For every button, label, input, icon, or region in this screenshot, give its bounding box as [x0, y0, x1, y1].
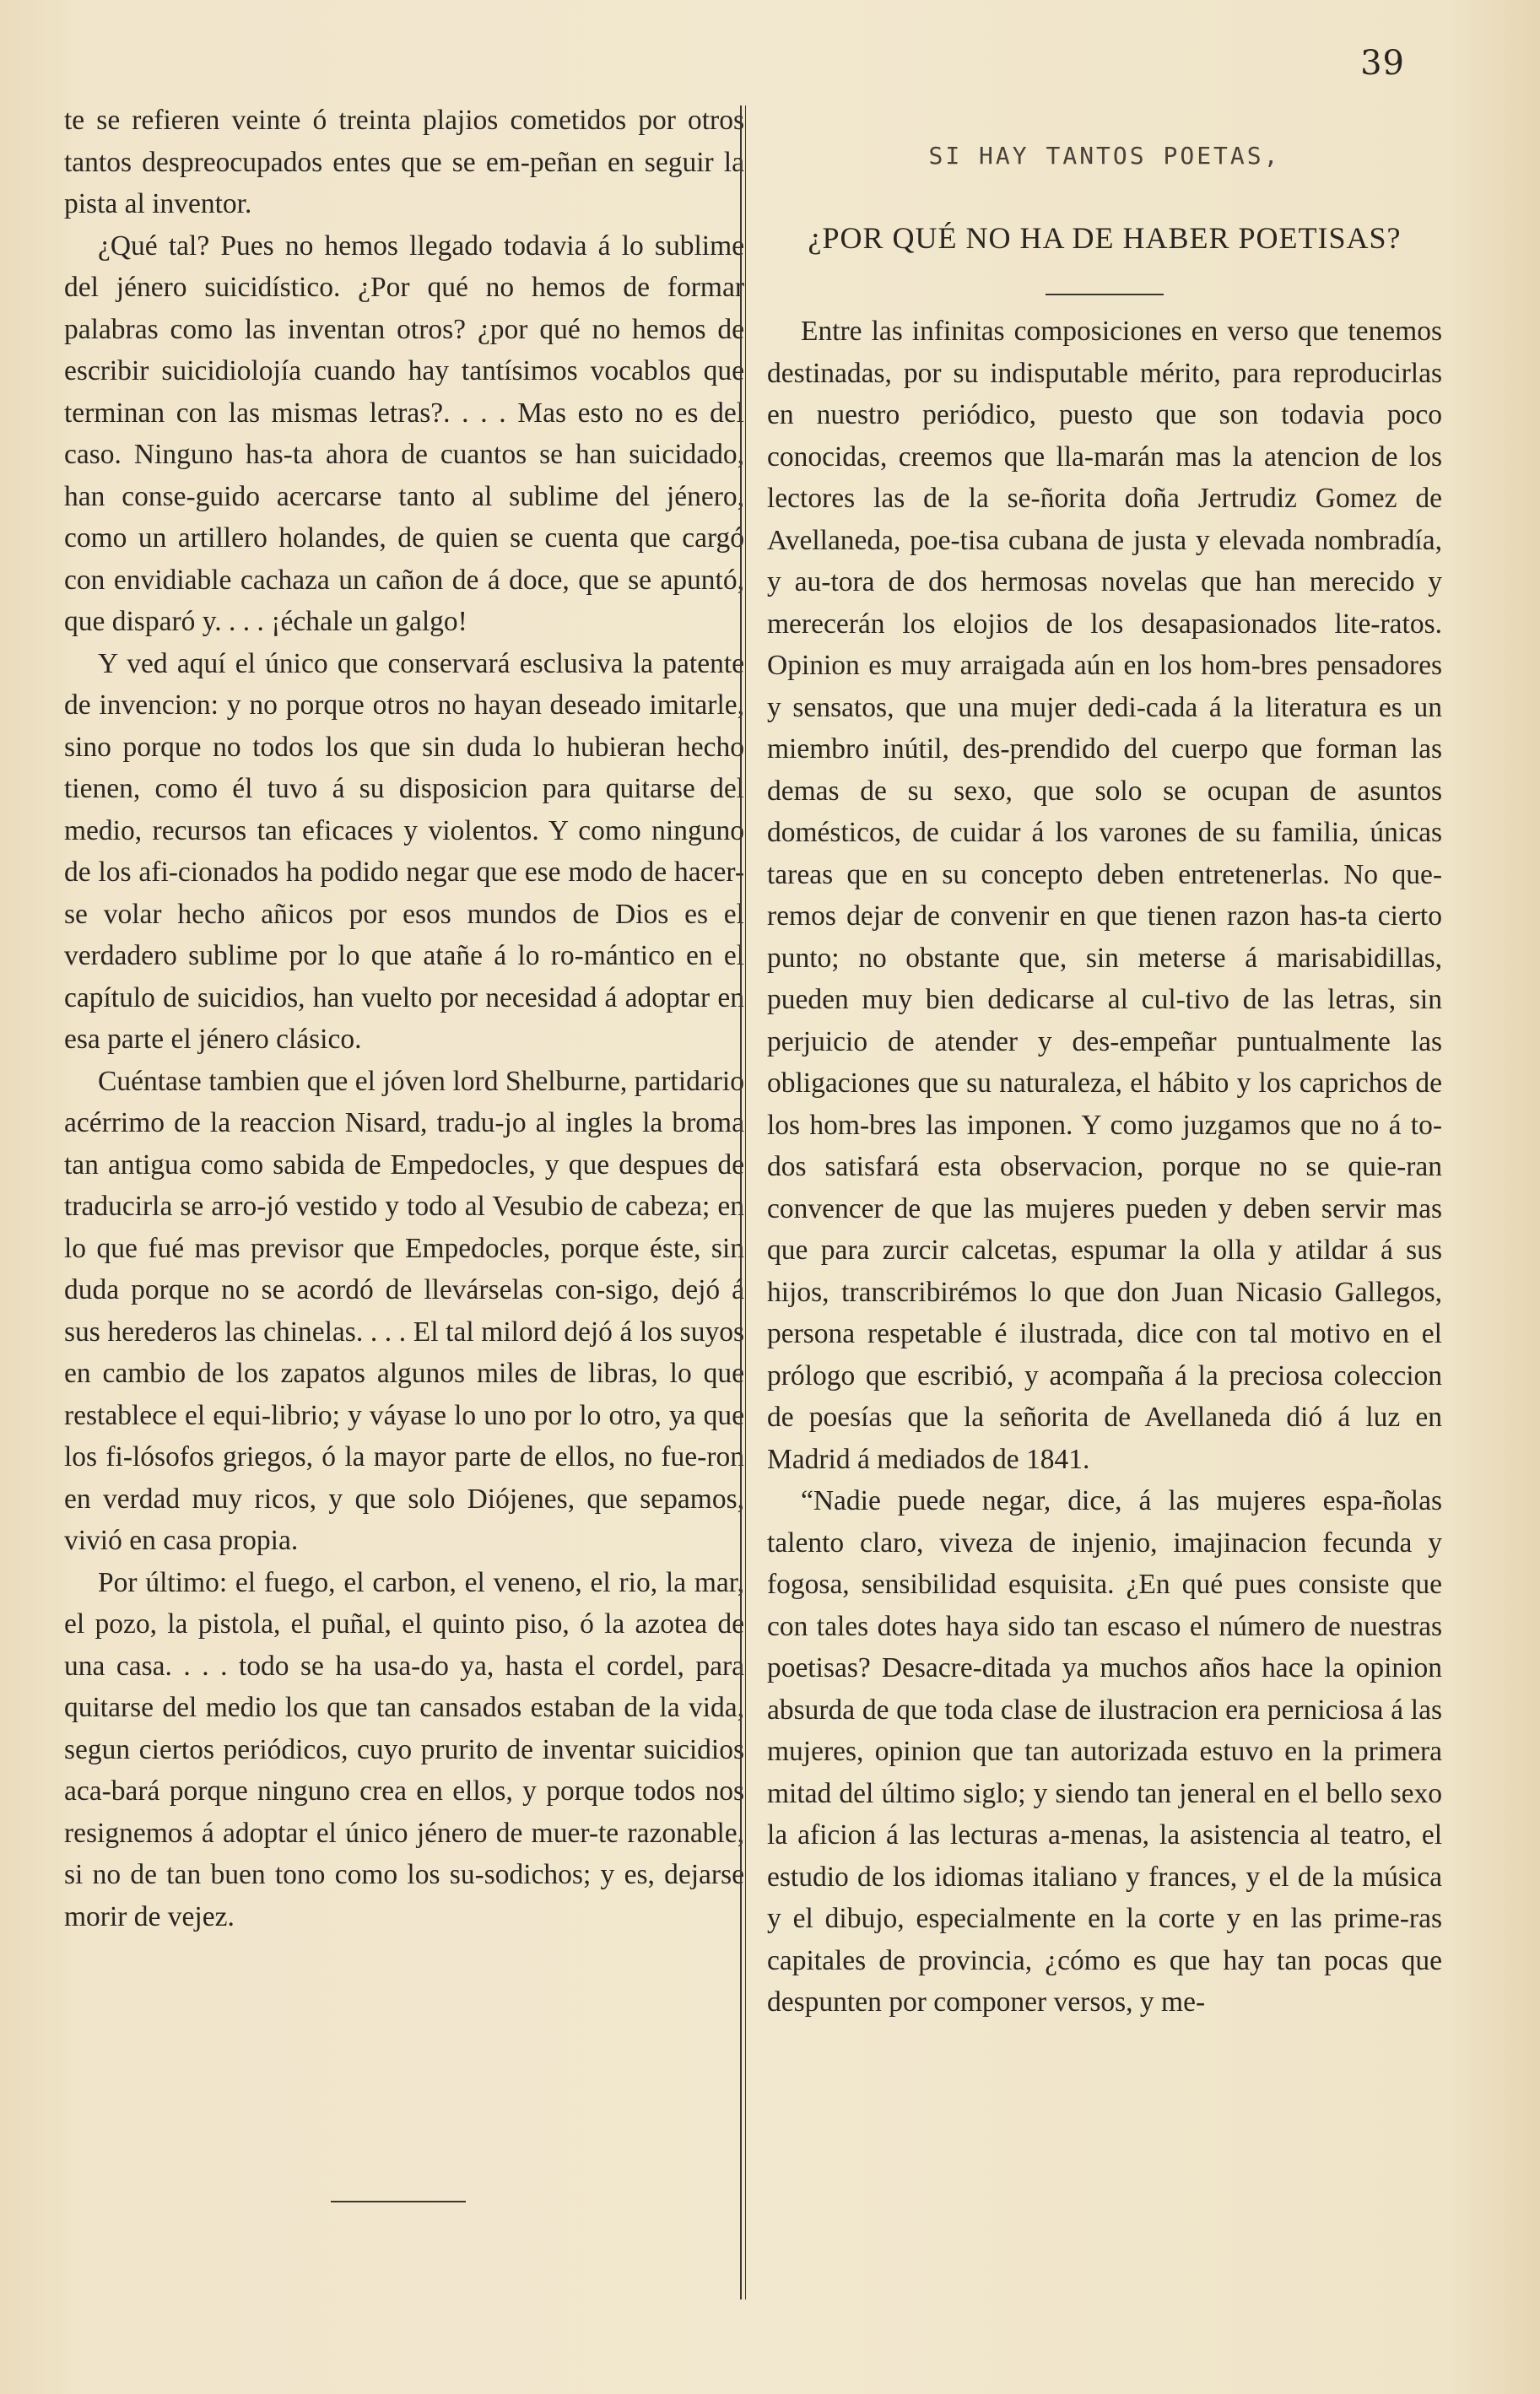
article-header: [767, 142, 1442, 295]
left-column: [64, 100, 744, 1937]
right-column: [767, 311, 1442, 2024]
paragraph: Y ved aquí el único que conservará esclusiva la patente de invencion: y no porque otros no hayan deseado imitarle, sino porque no todos los que sin duda lo hubieran hecho tienen, como él tuvo á su disposicion para quitarse del medio, recursos tan eficaces y violentos. Y como ninguno de los afi-cionados ha podido negar que ese modo de hacer-se volar hecho añicos por esos mundos de Dios es el verdadero sublime por lo que atañe á lo ro-mántico en el capítulo de suicidios, han vuelto por necesidad á adoptar en esa parte el jénero clásico.: [64, 647, 744, 1055]
paragraph: Cuéntase tambien que el jóven lord Shelburne, partidario acérrimo de la reaccion Nisard, tradu-jo al ingles la broma tan antigua como sabida de Empedocles, y que despues de traducirla se arro-jó vestido y todo al Vesubio de cabeza; en lo que fué mas previsor que Empedocles, porque éste, sin duda porque no se acordó de llevárselas con-sigo, dejó á sus herederos las chinelas. . . . El tal milord dejó á los suyos en cambio de los zapatos algunos miles de libras, lo que restablece el equi-librio; y váyase lo uno por lo otro, ya que los fi-lósofos griegos, ó la mayor parte de ellos, no fue-ron en verdad muy ricos, y que solo Diójenes, que sepamos, vivió en casa propia.: [64, 1065, 744, 1556]
paragraph: ¿Qué tal? Pues no hemos llegado todavia á lo sublime del jénero suicidístico. ¿Por qué no hemos de formar palabras como las inventan otros? ¿por qué no hemos de escribir suicidiolojía cuando hay tantísimos vocablos que terminan con las mismas letras?. . . . Mas esto no es del caso. Ninguno has-ta ahora de cuantos se han suicidado, han conse-guido acercarse tanto al sublime del jénero, como un artillero holandes, de quien se cuenta que cargó con envidiable cachaza un cañon de á doce, que se apuntó, que disparó y. . . . ¡échale un galgo!: [64, 230, 744, 637]
article-headline: ¿POR QUÉ NO HA DE HABER POETISAS?: [808, 221, 1402, 255]
article-kicker: SI HAY TANTOS POETAS,: [928, 142, 1281, 170]
paragraph: “Nadie puede negar, dice, á las mujeres espa-ñolas talento claro, viveza de injenio, imajinacion fecunda y fogosa, sensibilidad esquisita. ¿En qué pues consiste que con tales dotes haya sido tan escaso el número de nuestras poetisas? Desacre-ditada ya muchos años hace la opinion absurda de que toda clase de ilustracion era perniciosa á las mujeres, opinion que tan autorizada estuvo en la primera mitad del último siglo; y siendo tan jeneral en el bello sexo la aficion á las lecturas a-menas, la asistencia al teatro, el estudio de los idiomas italiano y frances, y el de la música y el dibujo, especialmente en la corte y en las prime-ras capitales de provincia, ¿cómo es que hay tan pocas que despunten por componer versos, y me-: [767, 1485, 1442, 2018]
paragraph: Entre las infinitas composiciones en verso que tenemos destinadas, por su indisputable mérito, para reproducirlas en nuestro periódico, puesto que son todavia poco conocidas, creemos que lla-marán mas la atencion de los lectores las de la se-ñorita doña Jertrudiz Gomez de Avellaneda, poe-tisa cubana de justa y elevada nombradía, y au-tora de dos hermosas novelas que han merecido y merecerán los elojios de los desapasionados lite-ratos. Opinion es muy arraigada aún en los hom-bres pensadores y sensatos, que una mujer dedi-cada á la literatura es un miembro inútil, des-prendido del cuerpo que forman las demas de su sexo, que solo se ocupan de asuntos domésticos, de cuidar á los varones de su familia, únicas tareas que en su concepto deben entretenerlas. No que-remos dejar de convenir en que tienen razon has-ta cierto punto; no obstante que, sin meterse á marisabidillas, pueden muy bien dedicarse al cul-tivo de las letras, sin perjuicio de atender y des-empeñar puntualmente las obligaciones que su naturaleza, el hábito y los caprichos de los hom-bres las imponen. Y como juzgamos que no á to-dos satisfará esta observacion, porque no se quie-ran convencer de que las mujeres pueden y deben servir mas que para zurcir calcetas, espumar la olla y atildar á sus hijos, transcribirémos lo que don Juan Nicasio Gallegos, persona respetable é ilustrada, dice con tal motivo en el prólogo que escribió, y acompaña á la preciosa coleccion de poesías que la señorita de Avellaneda dió á luz en Madrid á mediados de 1841.: [767, 316, 1442, 1475]
page-number: 39: [1360, 44, 1405, 83]
section-end-rule: [331, 2201, 466, 2202]
paragraph: te se refieren veinte ó treinta plajios cometidos por otros tantos despreocupados entes que se em-peñan en seguir la pista al inventor.: [64, 105, 744, 219]
column-divider: [740, 105, 746, 2299]
paragraph: Por último: el fuego, el carbon, el veneno, el rio, la mar, el pozo, la pistola, el puñal, el quinto piso, ó la azotea de una casa. . . . todo se ha usa-do ya, hasta el cordel, para quitarse del medio los que tan cansados estaban de la vida, segun ciertos periódicos, cuyo prurito de inventar suicidios aca-bará porque ninguno crea en ellos, y porque todos nos resignemos á adoptar el único jénero de muer-te razonable, si no de tan buen tono como los su-sodichos; y es, dejarse morir de vejez.: [64, 1566, 744, 1932]
headline-rule: [1046, 294, 1164, 295]
